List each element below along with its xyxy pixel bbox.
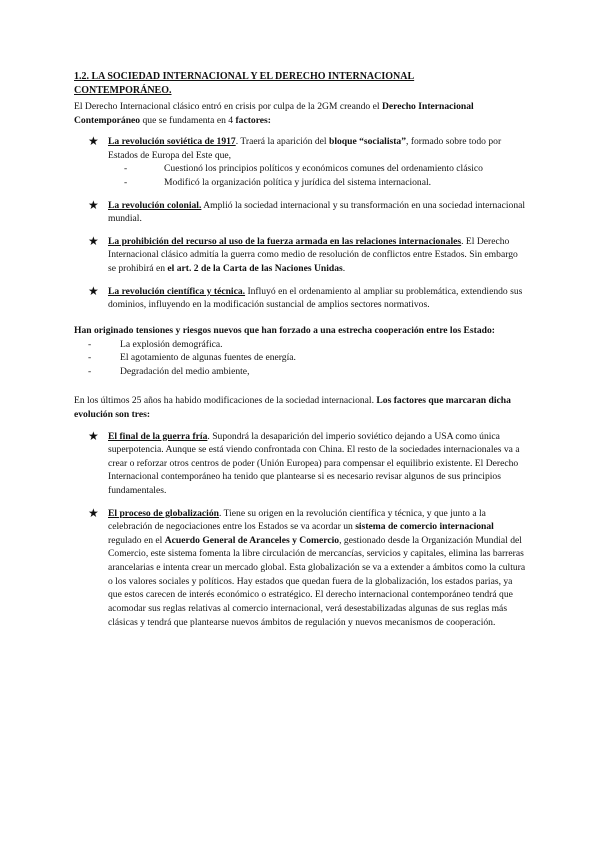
dash-bullet-icon: - [88, 352, 92, 364]
intro-text-b: que se fundamenta en 4 [140, 114, 236, 126]
document-page [74, 70, 526, 638]
factor3-2-text-b: regulado en el [108, 534, 165, 546]
list-item [74, 351, 526, 365]
factor3-1-text-a: . Supondrá la desaparición del imperio soviético dejando a USA como única superpotencia. Aunque se está viendo confrontada con China. El resto de la sociedades internacionales va a crear o reforzar otros centros de poder (Unión Europea) para compensar el equilibrio existente. El Derecho Internacional contemporáneo ha tenido que plantearse si es necesario revisar algunos de sus principios fundamentales. [108, 430, 520, 497]
star-bullet-icon: ★ [88, 134, 99, 149]
section-heading-line2: CONTEMPORÁNEO. [74, 85, 172, 96]
tension-item-2: El agotamiento de algunas fuentes de energía. [120, 352, 296, 364]
list-item [74, 338, 526, 352]
factor-3-title: La prohibición del recurso al uso de la fuerza armada en las relaciones internacionales [108, 235, 462, 247]
star-bullet-icon: ★ [88, 428, 99, 443]
factors3-list [74, 430, 526, 630]
factor-1-text-a: . Traerá la aparición del [235, 136, 329, 148]
intro-paragraph [74, 100, 526, 127]
factor-2-title: La revolución colonial. [108, 199, 202, 211]
factor-3-text-a: . El Derecho Internacional clásico admitía la guerra como medio de resolución de conflictos entre Estados. Sin embargo se prohibirá en [108, 235, 518, 275]
star-bullet-icon: ★ [88, 283, 99, 298]
section-heading [74, 70, 526, 98]
factor3-1-title: El final de la guerra fría [108, 430, 208, 442]
dash-bullet-icon: - [124, 177, 128, 189]
factor3-2-text-a: . Tiene su origen en la revolución científica y técnica, y que junto a la celebración de negociaciones entre los Estados se va acordar un [108, 507, 486, 533]
factor-3-text-b: . [342, 263, 346, 275]
factors-list [74, 135, 526, 312]
tension-item-3: Degradación del medio ambiente, [120, 365, 250, 377]
section-heading-line1: 1.2. LA SOCIEDAD INTERNACIONAL Y EL DERECHO INTERNACIONAL [74, 71, 415, 82]
tension-item-1: La explosión demográfica. [120, 338, 223, 350]
factor-1-sub-2: Modificó la organización política y jurídica del sistema internacional. [164, 177, 432, 189]
factor-4-text-a: Influyó en el ordenamiento al ampliar su problemática, extendiendo sus dominios, influyendo en la modificación sustancial de amplios sectores normativos. [108, 285, 523, 311]
recent-paragraph [74, 394, 526, 421]
factor-item-1 [74, 135, 526, 189]
star-bullet-icon: ★ [88, 233, 99, 248]
tensions-heading-text: Han originado tensiones y riesgos nuevos que han forzado a una estrecha cooperación entre los Estado: [74, 324, 495, 336]
factor3-2-title: El proceso de globalización [108, 507, 219, 519]
dash-bullet-icon: - [88, 338, 92, 350]
recent-bold-a: Los factores que marcaran dicha evolución son tres: [74, 395, 511, 420]
factor3-2-text-c: , gestionado desde la Organización Mundial del Comercio, este sistema fomenta la libre circulación de mercancías, servicios y capitales, elimina las barreras arancelarias e intenta crear un mercado global. Esta globalización se va a extender a ámbitos como la cultura o los valores sociales y políticos. Hay estados que quedan fuera de la globalización, los estados parias, ya que estos carecen de interés económico o estratégico. El derecho internacional contemporáneo tendrá que acomodar sus reglas relativas al comercio internacional, verá desestabilizadas algunas de sus reglas más clásicas y tendrá que plantearse nuevos ámbitos de regulación y nuevos mecanismos de cooperación. [108, 534, 526, 628]
recent-text-a: En los últimos 25 años ha habido modificaciones de la sociedad internacional. [74, 395, 377, 407]
factor-item-2 [74, 199, 526, 226]
star-bullet-icon: ★ [88, 505, 99, 520]
factor3-item-2 [74, 507, 526, 629]
dash-bullet-icon: - [124, 163, 128, 175]
factor-2-text-a: Amplió la sociedad internacional y su transformación en una sociedad internacional mundial. [108, 199, 526, 225]
factor-1-sub-1: Cuestionó los principios políticos y económicos comunes del ordenamiento clásico [164, 163, 483, 175]
factor3-item-1 [74, 430, 526, 498]
factor-item-4 [74, 285, 526, 312]
intro-bold-a: Derecho Internacional Contemporáneo [74, 101, 474, 126]
factor3-2-bold-a: sistema de comercio internacional [355, 521, 494, 533]
tensions-heading [74, 324, 526, 338]
factor-4-title: La revolución científica y técnica. [108, 285, 246, 297]
list-item [74, 176, 526, 190]
star-bullet-icon: ★ [88, 197, 99, 212]
list-item [74, 365, 526, 379]
factor-1-sublist [74, 162, 526, 189]
intro-text-a: El Derecho Internacional clásico entró en crisis por culpa de la 2GM creando el [74, 101, 382, 112]
dash-bullet-icon: - [88, 365, 92, 377]
factor-1-title: La revolución soviética de 1917 [108, 136, 236, 148]
list-item [74, 162, 526, 176]
tensions-list [74, 338, 526, 379]
factor-1-text-b: , formado sobre todo por Estados de Europa del Este que, [108, 136, 502, 161]
factor3-2-bold-b: Acuerdo General de Aranceles y Comercio [164, 534, 340, 546]
factor-item-3 [74, 235, 526, 276]
intro-bold-b: factores: [235, 114, 271, 126]
factor-1-bold-a: bloque “socialista” [328, 136, 407, 148]
factor-3-bold-a: el art. 2 de la Carta de las Naciones Unidas [167, 263, 343, 275]
